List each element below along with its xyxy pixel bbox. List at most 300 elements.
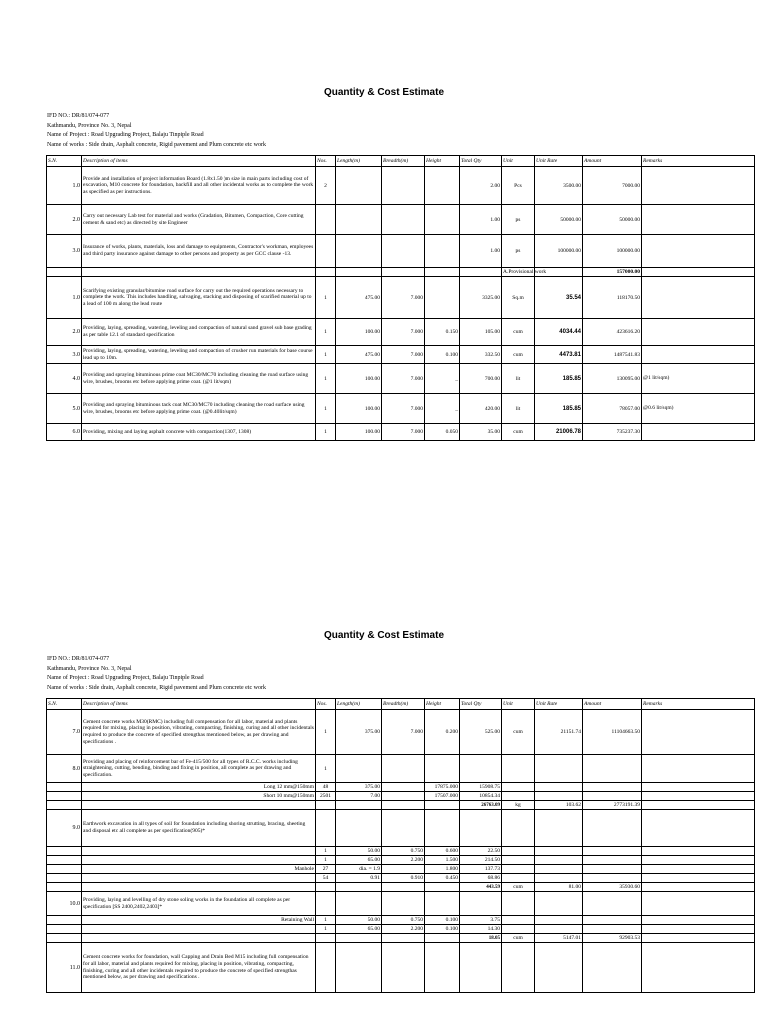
cell-nos: 1 <box>316 319 336 346</box>
cell-amount: 92903.53 <box>583 934 642 943</box>
cell-sn <box>47 856 82 865</box>
cell-length <box>336 810 382 847</box>
cell-length: 50.00 <box>336 916 382 925</box>
cell-amount: 130095.00 <box>583 364 642 394</box>
estimate-body <box>47 710 755 993</box>
cell-remarks <box>642 883 755 892</box>
cell-unit <box>502 943 535 993</box>
cell-sn <box>47 934 82 943</box>
meta-location: Kathmandu, Province No. 3, Nepal <box>47 122 132 129</box>
cell-total-qty: 525.00 <box>460 710 502 755</box>
table-row <box>47 205 755 235</box>
cell-amount <box>583 943 642 993</box>
table-row <box>47 925 755 934</box>
cell-breadth: 7.000 <box>382 346 425 364</box>
table-row <box>47 934 755 943</box>
table-row <box>47 424 755 441</box>
cell-height: 0.600 <box>425 847 460 856</box>
table-row <box>47 892 755 916</box>
cell-height: 1.800 <box>425 865 460 874</box>
cell-total-qty: 10854.34 <box>460 792 502 801</box>
estimate-table <box>46 155 755 441</box>
cell-length: 65.00 <box>336 856 382 865</box>
cell-length <box>336 755 382 783</box>
cell-remarks <box>642 167 755 205</box>
cell-unit: A.Provisional work <box>503 269 547 275</box>
cell-unit-rate <box>535 847 583 856</box>
table-row <box>47 801 755 810</box>
table-row <box>47 710 755 755</box>
cell-description <box>82 883 316 892</box>
col-remarks: Remarks <box>642 699 755 710</box>
cell-sn: 5.0 <box>47 394 82 424</box>
cell-total-qty: 14.30 <box>460 925 502 934</box>
cell-sn <box>47 792 82 801</box>
cell-unit: cum <box>502 883 535 892</box>
cell-sn: 8.0 <box>47 755 82 783</box>
cell-height: _ <box>425 394 460 424</box>
cell-sn: 6.0 <box>47 424 82 441</box>
cell-sn <box>47 883 82 892</box>
cell-height <box>425 277 460 319</box>
cell-description <box>82 934 316 943</box>
cell-amount: 7000.00 <box>583 167 642 205</box>
cell-description: Cement concrete works M30(RMC) including full compensation for all labor, material and plants required for mixing, placing in position, vibrating, compacting, finishing, curing and all other incidentals required to produce the concrete of specified strengthas mentioned below, as per drawing and specifications . <box>82 710 316 755</box>
cell-breadth: 7.000 <box>382 277 425 319</box>
cell-total-qty: 443.59 <box>460 883 502 892</box>
cell-description <box>82 801 316 810</box>
cell-amount: 423616.20 <box>583 319 642 346</box>
cell-height: 17875.000 <box>425 783 460 792</box>
cell-unit: Pcs <box>502 167 535 205</box>
cell-total-qty <box>460 755 502 783</box>
cell-length: 100.00 <box>336 394 382 424</box>
cell-breadth <box>382 892 425 916</box>
cell-total-qty: 3.75 <box>460 916 502 925</box>
cell-unit-rate <box>535 916 583 925</box>
cell-height <box>425 943 460 993</box>
cell-unit: Sq.m <box>502 277 535 319</box>
table-row <box>47 783 755 792</box>
cell-amount: 157000.00 <box>583 268 642 277</box>
cell-breadth <box>382 883 425 892</box>
cell-unit-rate <box>535 925 583 934</box>
col-length: Length(m) <box>336 156 382 167</box>
cell-amount <box>583 916 642 925</box>
cell-length <box>336 801 382 810</box>
cell-breadth <box>382 167 425 205</box>
cell-length: 100.00 <box>336 319 382 346</box>
cell-unit-rate: 185.85 <box>535 394 583 424</box>
cell-remarks <box>642 319 755 346</box>
cell-unit-rate: 100000.00 <box>535 235 583 268</box>
col-unit: Unit <box>502 156 535 167</box>
cell-unit: kg <box>502 801 535 810</box>
cell-breadth: 0.750 <box>382 847 425 856</box>
cell-unit <box>502 792 535 801</box>
cell-amount <box>583 783 642 792</box>
cell-breadth <box>382 934 425 943</box>
cell-description: Providing and spraying bituminous tack coat MC30/MC70 including cleaning the road surface using wire, brushes, brooms etc before applying prime coat. (@0.40lit/sqm) <box>82 394 316 424</box>
col-amount: Amount <box>583 699 642 710</box>
col-sn: S.N. <box>47 156 82 167</box>
cell-sn: 4.0 <box>47 364 82 394</box>
cell-nos: 1 <box>316 916 336 925</box>
col-sn: S.N. <box>47 699 82 710</box>
cell-description: Retaining Wall <box>82 916 316 925</box>
cell-description: Providing, laying and levelling of dry stone soling works in the foundation all complete as per specification [SS 2400,2402,2403]* <box>82 892 316 916</box>
cell-unit-rate: 4034.44 <box>535 319 583 346</box>
cell-description: Short 10 mm@150mm <box>82 792 316 801</box>
cell-sn: 3.0 <box>47 346 82 364</box>
cell-unit <box>502 874 535 883</box>
cell-length: 475.00 <box>336 277 382 319</box>
col-height: Height <box>425 699 460 710</box>
cell-breadth: 7.000 <box>382 364 425 394</box>
cell-remarks <box>642 205 755 235</box>
col-length: Length(m) <box>336 699 382 710</box>
cell-unit-rate: 5147.01 <box>535 934 583 943</box>
cell-nos <box>316 934 336 943</box>
cell-amount: 11104663.50 <box>583 710 642 755</box>
estimate-table <box>46 698 755 993</box>
cell-length <box>336 205 382 235</box>
cell-nos: 1 <box>316 847 336 856</box>
cell-nos: 1 <box>316 364 336 394</box>
cell-sn: 11.0 <box>47 943 82 993</box>
cell-unit: cum <box>502 934 535 943</box>
cell-length: 100.00 <box>336 364 382 394</box>
table-row <box>47 235 755 268</box>
cell-total-qty: 26763.09 <box>460 801 502 810</box>
cell-unit-rate: 103.62 <box>535 801 583 810</box>
cell-height: 0.450 <box>425 874 460 883</box>
cell-remarks <box>642 346 755 364</box>
cell-description <box>82 856 316 865</box>
project-meta <box>47 112 266 150</box>
cell-unit <box>502 856 535 865</box>
col-unit: Unit <box>502 699 535 710</box>
col-description: Description of items <box>82 699 316 710</box>
col-breadth: Breadth(m) <box>382 156 425 167</box>
cell-unit-rate <box>535 865 583 874</box>
cell-amount <box>583 874 642 883</box>
cell-nos <box>316 801 336 810</box>
cell-breadth: 2.200 <box>382 856 425 865</box>
meta-ifd: IFD NO.: DR/81/074-077 <box>47 113 110 119</box>
cell-amount <box>583 925 642 934</box>
cell-remarks <box>642 874 755 883</box>
cell-remarks <box>642 916 755 925</box>
cell-total-qty: 1.00 <box>460 235 502 268</box>
col-total-qty: Total Qty <box>460 156 502 167</box>
cell-remarks <box>642 943 755 993</box>
table-row <box>47 916 755 925</box>
cell-breadth <box>382 801 425 810</box>
table-row <box>47 319 755 346</box>
cell-length <box>336 268 382 277</box>
cell-remarks <box>642 847 755 856</box>
cell-nos: 1 <box>316 346 336 364</box>
cell-unit <box>502 916 535 925</box>
cell-sn: 3.0 <box>47 235 82 268</box>
col-amount: Amount <box>583 156 642 167</box>
cell-height <box>425 167 460 205</box>
cell-breadth <box>382 268 425 277</box>
cell-length <box>336 167 382 205</box>
cell-nos: 27 <box>316 865 336 874</box>
cell-unit <box>502 783 535 792</box>
cell-breadth <box>382 783 425 792</box>
cell-nos: 1 <box>316 424 336 441</box>
cell-length: 375.00 <box>336 783 382 792</box>
cell-unit: cum <box>502 319 535 346</box>
cell-remarks <box>642 755 755 783</box>
cell-unit-rate <box>535 874 583 883</box>
cell-breadth: 7.000 <box>382 394 425 424</box>
cell-amount: 35930.60 <box>583 883 642 892</box>
cell-total-qty: 2.00 <box>460 167 502 205</box>
cell-length: 0.91 <box>336 874 382 883</box>
cell-height: 0.150 <box>425 319 460 346</box>
cell-nos: 1 <box>316 277 336 319</box>
col-unit-rate: Unit Rate <box>535 156 583 167</box>
cell-breadth <box>382 755 425 783</box>
cell-height: 0.050 <box>425 424 460 441</box>
cell-height: 1.500 <box>425 856 460 865</box>
cell-description <box>82 874 316 883</box>
cell-total-qty <box>460 943 502 993</box>
cell-sn <box>47 847 82 856</box>
cell-nos: 54 <box>316 874 336 883</box>
cell-sn: 9.0 <box>47 810 82 847</box>
cell-length <box>336 943 382 993</box>
cell-unit <box>502 810 535 847</box>
cell-nos: 1 <box>316 755 336 783</box>
cell-nos <box>316 235 336 268</box>
cell-remarks <box>642 856 755 865</box>
col-remarks: Remarks <box>642 156 755 167</box>
cell-height <box>425 235 460 268</box>
table-row <box>47 755 755 783</box>
cell-nos <box>316 205 336 235</box>
cell-remarks <box>642 925 755 934</box>
cell-amount <box>583 856 642 865</box>
cell-nos: 1 <box>316 856 336 865</box>
cell-description: Providing and spraying bituminous prime coat MC30/MC70 including cleaning the road surface using wire, brushes, brooms etc before applying prime coat. (@1 lit/sqm) <box>82 364 316 394</box>
cell-unit-rate: 81.00 <box>535 883 583 892</box>
cell-length <box>336 883 382 892</box>
cell-sn <box>47 874 82 883</box>
estimate-body <box>47 167 755 441</box>
table-row <box>47 810 755 847</box>
cell-description: Carry out necessary Lab test for material and works (Gradation, Bitumen, Compaction, Core cutting cement & sand etc) as directed by site Engineer <box>82 205 316 235</box>
cell-description: Scarifying existing granular/bitumine road surface for carry out the required operations necessary to complete the work. This includes handling, salvaging, stacking and disposing of scarified material up to a lead of 100 m along the lead route <box>82 277 316 319</box>
header-row <box>47 699 755 710</box>
cell-amount <box>583 892 642 916</box>
cell-nos: 1 <box>316 394 336 424</box>
cell-unit <box>502 892 535 916</box>
cell-total-qty: 700.00 <box>460 364 502 394</box>
cell-nos <box>316 810 336 847</box>
cell-total-qty: 332.50 <box>460 346 502 364</box>
table-row <box>47 943 755 993</box>
cell-unit: lit <box>502 364 535 394</box>
cell-sn <box>47 268 82 277</box>
table-row <box>47 268 755 277</box>
cell-description: Long 12 mm@150mm <box>82 783 316 792</box>
cell-total-qty: 18.05 <box>460 934 502 943</box>
cell-unit-rate: 3500.00 <box>535 167 583 205</box>
cell-unit: ps <box>502 205 535 235</box>
cell-height <box>425 934 460 943</box>
cell-unit-rate <box>535 856 583 865</box>
cell-total-qty: 214.50 <box>460 856 502 865</box>
cell-amount: 2773191.39 <box>583 801 642 810</box>
cell-height: 0.100 <box>425 346 460 364</box>
cell-sn: 2.0 <box>47 205 82 235</box>
cell-total-qty: 1.00 <box>460 205 502 235</box>
table-row <box>47 874 755 883</box>
cell-description: Providing, laying, spreading, watering, leveling and compaction of crusher run materials for base course lead up to 10m. <box>82 346 316 364</box>
cell-sn <box>47 783 82 792</box>
cell-description: Provide and installation of project information Board (1.8x1.50 )m size in main parts including cost of excavation, M10 concrete for foundation, backfill and all other incidental works as to complete the work as specified as per instructions. <box>82 167 316 205</box>
cell-sn <box>47 925 82 934</box>
cell-total-qty: 15908.75 <box>460 783 502 792</box>
cell-total-qty <box>460 892 502 916</box>
cell-amount: 78057.00 <box>583 394 642 424</box>
cell-amount: 1487541.83 <box>583 346 642 364</box>
cell-remarks <box>642 277 755 319</box>
col-nos: Nos. <box>316 156 336 167</box>
cell-height <box>425 268 460 277</box>
meta-project: Name of Project : Road Upgrading Project, Balaju Tinpiple Road <box>47 132 204 138</box>
cell-remarks <box>642 235 755 268</box>
cell-breadth: 7.000 <box>382 424 425 441</box>
cell-height <box>425 801 460 810</box>
cell-amount: 735237.30 <box>583 424 642 441</box>
meta-project: Name of Project : Road Upgrading Project, Balaju Tinpiple Road <box>47 675 204 681</box>
cell-breadth <box>382 235 425 268</box>
cell-nos <box>316 943 336 993</box>
cell-remarks <box>642 865 755 874</box>
cell-sn: 2.0 <box>47 319 82 346</box>
project-meta <box>47 655 266 693</box>
cell-remarks <box>642 934 755 943</box>
cell-nos: 48 <box>316 783 336 792</box>
cell-sn: 7.0 <box>47 710 82 755</box>
cell-amount <box>583 792 642 801</box>
col-unit-rate: Unit Rate <box>535 699 583 710</box>
table-row <box>47 856 755 865</box>
table-row <box>47 346 755 364</box>
cell-total-qty: 68.86 <box>460 874 502 883</box>
cell-length <box>336 892 382 916</box>
cell-height <box>425 883 460 892</box>
cell-unit-rate: 185.85 <box>535 364 583 394</box>
cell-sn: 1.0 <box>47 167 82 205</box>
cell-breadth: 7.000 <box>382 710 425 755</box>
cell-description <box>82 847 316 856</box>
cell-description: Manhole <box>82 865 316 874</box>
cell-unit: cum <box>502 424 535 441</box>
meta-location: Kathmandu, Province No. 3, Nepal <box>47 665 132 672</box>
cell-amount <box>583 755 642 783</box>
table-row <box>47 364 755 394</box>
cell-height <box>425 205 460 235</box>
cell-amount: 100000.00 <box>583 235 642 268</box>
cell-amount <box>583 810 642 847</box>
cell-nos: 2501 <box>316 792 336 801</box>
cell-sn: 10.0 <box>47 892 82 916</box>
cell-breadth <box>382 943 425 993</box>
table-row <box>47 883 755 892</box>
cell-length: 50.00 <box>336 847 382 856</box>
col-description: Description of items <box>82 156 316 167</box>
cell-total-qty: 3325.00 <box>460 277 502 319</box>
cell-unit-rate <box>535 943 583 993</box>
cell-unit-rate <box>535 892 583 916</box>
cell-unit: cum <box>502 710 535 755</box>
cell-total-qty: 105.00 <box>460 319 502 346</box>
cell-remarks <box>642 710 755 755</box>
table-row <box>47 167 755 205</box>
cell-breadth <box>382 865 425 874</box>
cell-height: 0.200 <box>425 710 460 755</box>
cell-nos <box>316 892 336 916</box>
cell-length: 475.00 <box>336 346 382 364</box>
cell-nos <box>316 883 336 892</box>
col-breadth: Breadth(m) <box>382 699 425 710</box>
cell-breadth: 0.750 <box>382 916 425 925</box>
cell-unit-rate <box>535 792 583 801</box>
cell-description: Cement concrete works for foundation, wall Capping and Drain Bed M15 including full compensation for all labor, material and plants required for mixing, placing in position, vibrating, compacting, finishing, curing and all other incidentals required to produce the concrete of specified strengthas mentioned below, as per drawing and specifications . <box>82 943 316 993</box>
cell-unit: cum <box>502 346 535 364</box>
cell-total-qty <box>460 268 502 277</box>
cell-nos: 2 <box>316 167 336 205</box>
header-row <box>47 156 755 167</box>
cell-remarks <box>642 801 755 810</box>
cell-description: Providing, mixing and laying asphalt concrete with compaction(1307, 1308) <box>82 424 316 441</box>
cell-sn <box>47 916 82 925</box>
cell-height: 0.100 <box>425 925 460 934</box>
table-row <box>47 847 755 856</box>
cell-length: 65.00 <box>336 925 382 934</box>
cell-unit <box>502 847 535 856</box>
cell-amount: 50000.00 <box>583 205 642 235</box>
cell-total-qty <box>460 810 502 847</box>
cell-sn: 1.0 <box>47 277 82 319</box>
cell-breadth <box>382 810 425 847</box>
cell-breadth: 0.910 <box>382 874 425 883</box>
cell-length <box>336 934 382 943</box>
cell-amount: 118170.50 <box>583 277 642 319</box>
cell-unit: lit <box>502 394 535 424</box>
cell-height: 0.100 <box>425 916 460 925</box>
cell-remarks <box>642 783 755 792</box>
cell-description <box>82 925 316 934</box>
cell-nos: 1 <box>316 925 336 934</box>
cell-length: dia. = 1.9 <box>336 865 382 874</box>
cell-unit <box>502 755 535 783</box>
cell-unit: ps <box>502 235 535 268</box>
cell-length: 7.00 <box>336 792 382 801</box>
cell-description: Insurance of works, plants, materials, loss and damage to equipments, Contractor's workman, employees and third party insurance against damage to other persons and property as per GCC clause -13. <box>82 235 316 268</box>
cell-nos: 1 <box>316 710 336 755</box>
cell-description <box>82 268 316 277</box>
cell-breadth <box>382 205 425 235</box>
cell-nos <box>316 268 336 277</box>
